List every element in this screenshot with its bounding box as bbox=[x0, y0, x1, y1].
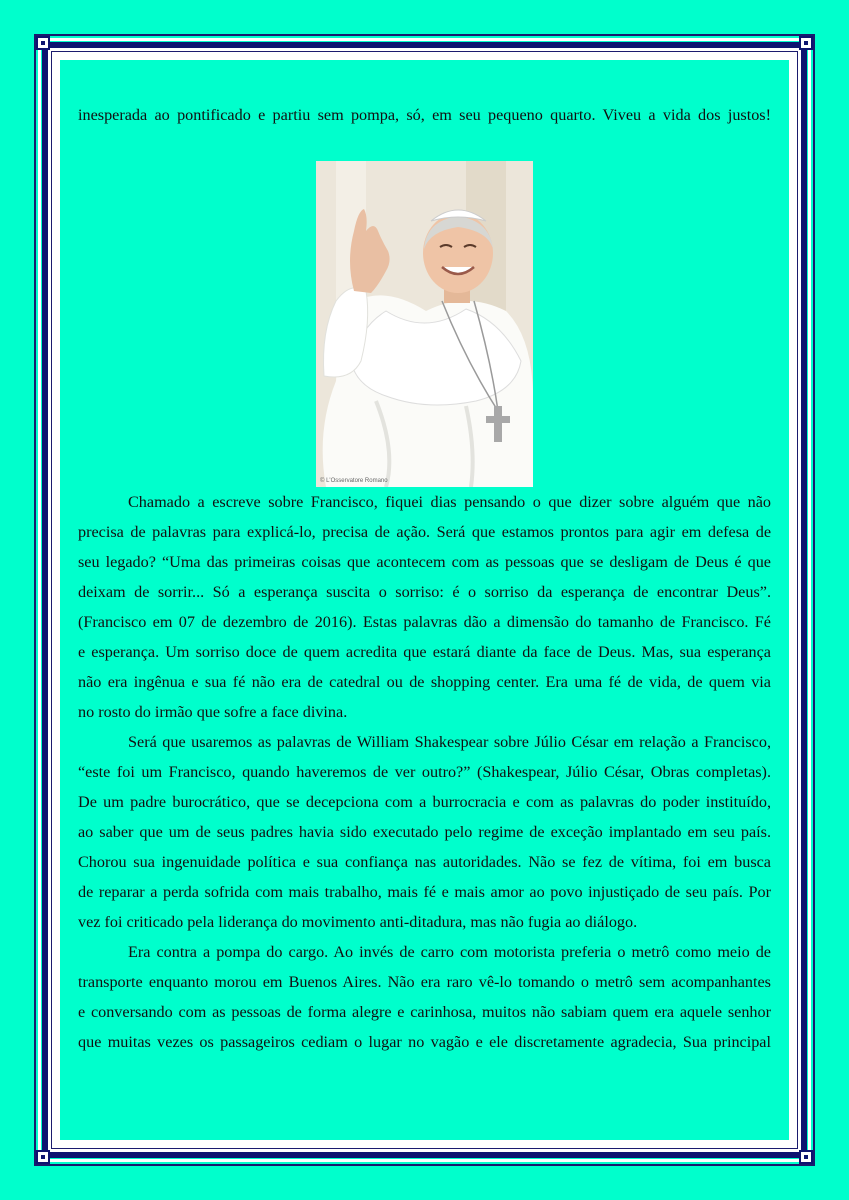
paragraph-2-line: ao saber que um de seus padres havia sido executado pelo regime de exceção implantado em seu país. bbox=[78, 823, 771, 841]
paragraphs-container bbox=[78, 487, 771, 1057]
paragraph-1-line: seu legado? “Uma das primeiras coisas que acontecem com as pessoas que se desligam de Deus é que bbox=[78, 553, 771, 571]
paragraph-1-line: precisa de palavras para explicá-lo, precisa de ação. Será que estamos prontos para agir em defesa de bbox=[78, 523, 771, 541]
paragraph-2-line: De um padre burocrático, que se decepciona com a burrocracia e com as palavras do poder instituído, bbox=[78, 793, 771, 811]
document-body bbox=[78, 100, 771, 1057]
pope-figure-illustration bbox=[316, 161, 533, 487]
paragraph-2-line: de reparar a perda sofrida com mais trabalho, mais fé e mais amor ao povo injustiçado de seu país. Por bbox=[78, 883, 771, 901]
opening-line: inesperada ao pontificado e partiu sem pompa, só, em seu pequeno quarto. Viveu a vida dos justos! bbox=[78, 106, 771, 124]
paragraph-3-line: e conversando com as pessoas de forma alegre e carinhosa, muitos não sabiam quem era aquele senhor bbox=[78, 1003, 771, 1021]
paragraph-1-line: Chamado a escreve sobre Francisco, fiquei dias pensando o que dizer sobre alguém que não bbox=[128, 493, 771, 511]
paragraph-3-line: transporte enquanto morou em Buenos Aires. Não era raro vê-lo tomando o metrô sem acompanhantes bbox=[78, 973, 771, 991]
paragraph-1-line: (Francisco em 07 de dezembro de 2016). Estas palavras dão a dimensão do tamanho de Francisco. Fé bbox=[78, 613, 771, 631]
paragraph-1-line: e esperança. Um sorriso doce de quem acredita que estará diante da face de Deus. Mas, sua esperança bbox=[78, 643, 771, 661]
paragraph-1-line: não era ingênua e sua fé não era de catedral ou de shopping center. Era uma fé de vida, de quem via bbox=[78, 673, 771, 691]
paragraph-3-line: que muitas vezes os passageiros cediam o lugar no vagão e ele discretamente agradecia, Sua principal bbox=[78, 1033, 771, 1051]
paragraph-1-line: no rosto do irmão que sofre a face divina. bbox=[78, 703, 348, 721]
corner-ornament-top-left bbox=[36, 36, 50, 50]
paragraph-2-line: vez foi criticado pela liderança do movimento anti-ditadura, mas não fugia ao diálogo. bbox=[78, 913, 638, 931]
corner-ornament-bottom-right bbox=[799, 1150, 813, 1164]
pope-francis-photo bbox=[316, 161, 533, 487]
paragraph-3-line: Era contra a pompa do cargo. Ao invés de carro com motorista preferia o metrô como meio de bbox=[128, 943, 771, 961]
photo-credit: © L'Osservatore Romano bbox=[320, 478, 388, 484]
corner-ornament-top-right bbox=[799, 36, 813, 50]
paragraph-1-line: deixam de sorrir... Só a esperança suscita o sorriso: é o sorriso da esperança de encontrar Deus”. bbox=[78, 583, 771, 601]
corner-ornament-bottom-left bbox=[36, 1150, 50, 1164]
paragraph-2-line: Chorou sua ingenuidade política e sua confiança nas autoridades. Não se fez de vítima, foi em busca bbox=[78, 853, 771, 871]
paragraph-2-line: “este foi um Francisco, quando haveremos de ver outro?” (Shakespear, Júlio César, Obras completas). bbox=[78, 763, 771, 781]
paragraph-2-line: Será que usaremos as palavras de William Shakespear sobre Júlio César em relação a Francisco, bbox=[128, 733, 771, 751]
